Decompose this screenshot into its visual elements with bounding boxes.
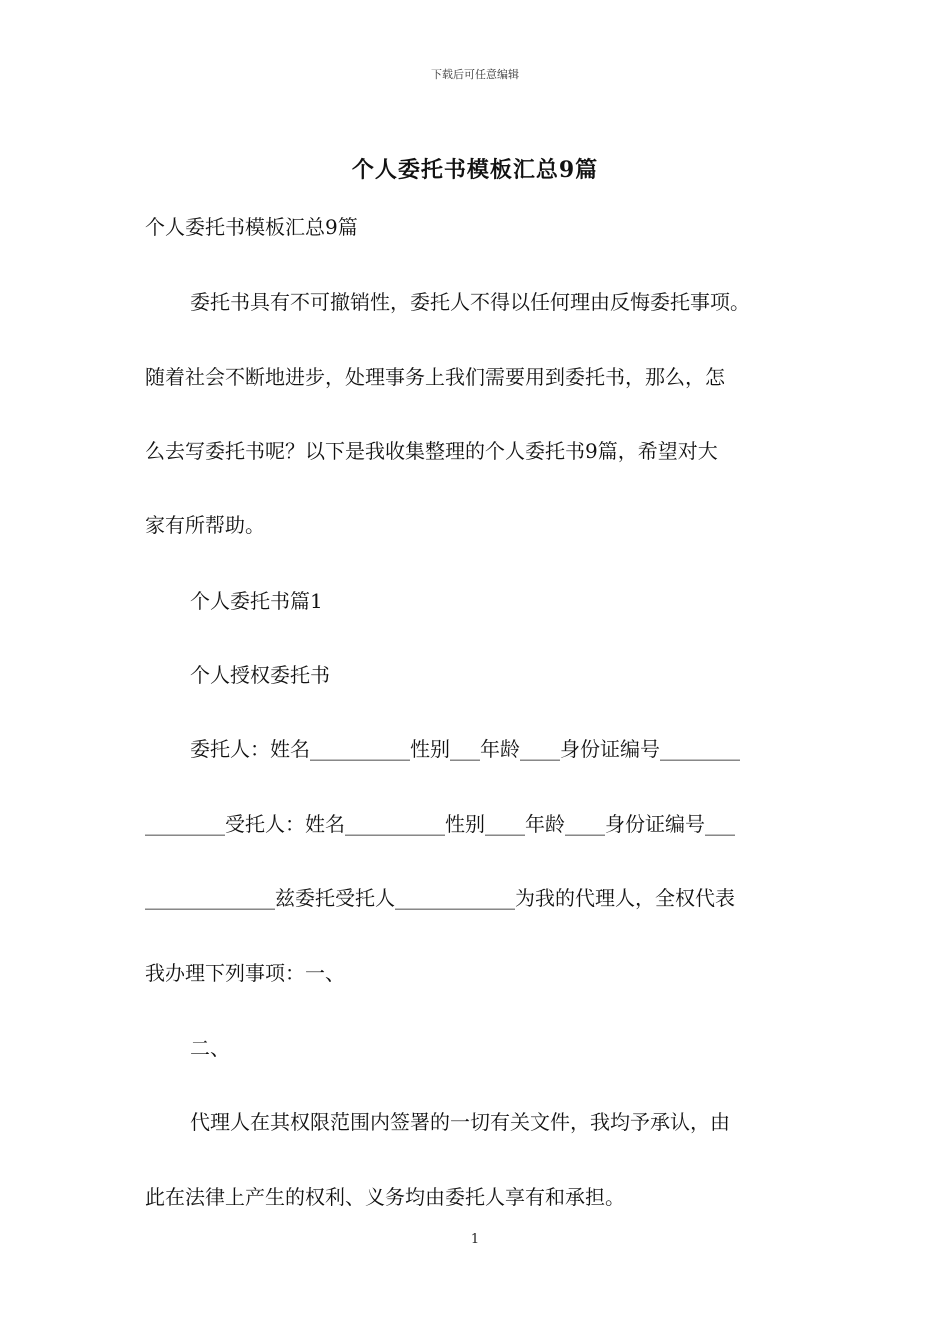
paragraph-line: 我办理下列事项：一、: [145, 961, 345, 985]
section-heading: 个人委托书篇1: [190, 589, 323, 613]
subtitle-line: 个人委托书模板汇总9篇: [145, 215, 358, 239]
paragraph-line: 二、: [190, 1036, 230, 1060]
form-line: 委托人：姓名__________性别___年龄____身份证编号________: [190, 737, 740, 761]
paragraph-line: 随着社会不断地进步，处理事务上我们需要用到委托书，那么，怎: [145, 365, 725, 389]
form-line: _____________兹委托受托人____________为我的代理人，全权代表: [145, 886, 735, 910]
paragraph-line: 此在法律上产生的权利、义务均由委托人享有和承担。: [145, 1185, 625, 1209]
paragraph-line: 么去写委托书呢？以下是我收集整理的个人委托书9篇，希望对大: [145, 439, 718, 463]
document-title: 个人委托书模板汇总9篇: [351, 157, 599, 183]
paragraph-line: 委托书具有不可撤销性，委托人不得以任何理由反悔委托事项。: [190, 290, 750, 314]
page-number: 1: [470, 1232, 480, 1247]
form-line: ________受托人：姓名__________性别____年龄____身份证编号___: [145, 812, 735, 836]
paragraph-line: 家有所帮助。: [145, 513, 265, 537]
page-header: 下载后可任意编辑: [431, 68, 519, 81]
paragraph-line: 代理人在其权限范围内签署的一切有关文件，我均予承认，由: [190, 1110, 730, 1134]
section-heading: 个人授权委托书: [190, 663, 330, 687]
